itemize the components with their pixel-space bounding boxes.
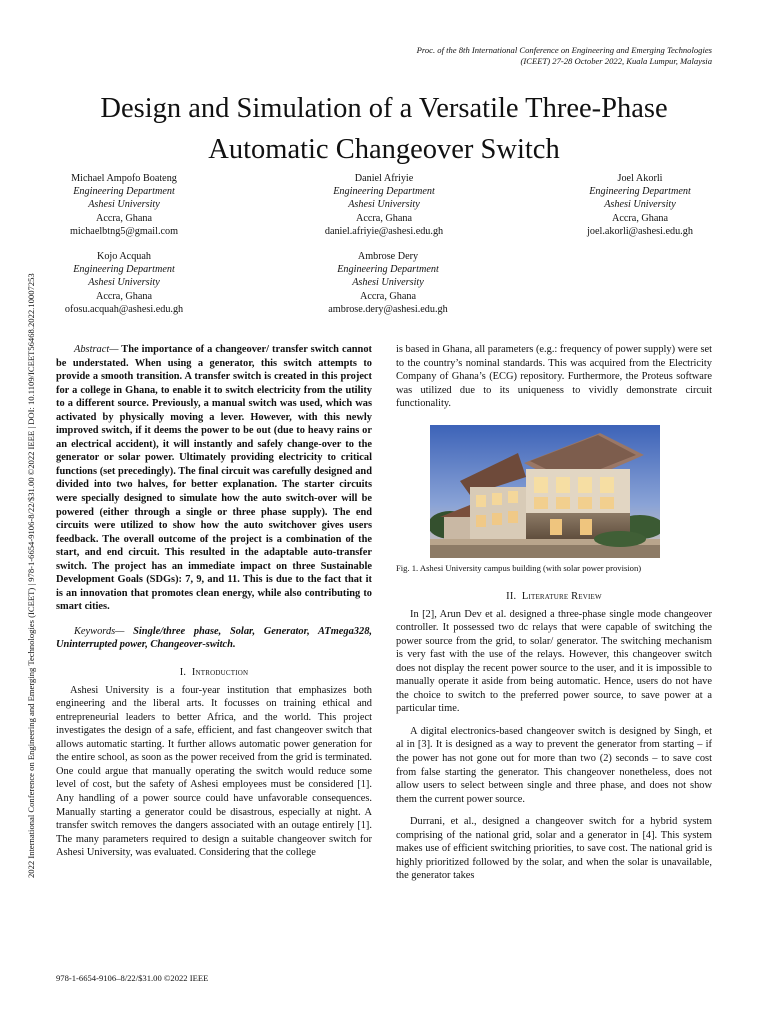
left-column [56,343,372,860]
figure-caption: Fig. 1. Ashesi University campus building (with solar power provision) [396,563,642,573]
abstract-lead: Abstract— [74,344,119,355]
conference-line-1: Proc. of the 8th International Conference on Engineering and Emerging Technologies [416,45,712,55]
author-city: Accra, Ghana [360,290,416,302]
paper-title [40,88,728,170]
author-block [562,172,718,238]
author-email[interactable]: michaelbtng5@gmail.com [69,225,179,237]
title-line-2: Automatic Changeover Switch [208,134,560,165]
author-name: Kojo Acquah [96,251,152,262]
author-university: Ashesi University [88,199,160,211]
author-block [300,172,468,238]
campus-building-figure [430,425,660,558]
author-city: Accra, Ghana [96,290,152,302]
author-university: Ashesi University [348,199,420,211]
section-title: Literature Review [521,591,602,602]
author-block [304,250,472,316]
abstract [56,343,372,614]
author-name: Daniel Afriyie [354,173,414,184]
right-column-bottom [396,584,712,883]
section-heading-literature-review [396,590,712,604]
introduction-paragraph: Ashesi University is a four-year institution that emphasizes both engineering and the liberal arts. It focusses on training ethical and entrepreneurial leaders to better Africa, and the world. This project investigates the design of a safe, efficient, and fast changeover switch that allows automatic starting. It further allows automatic power generation for the entire school, as soon as the power received from the grid is terminated. One could argue that manually operating the switch would reduce some level of cost, but the safety of Ashesi employees must be considered [1]. Any handling of a power source could have unfavorable consequences. Manually starting a generator could be disastrous, especially at night. A transfer switch removes the dangers associated with an outage entirely [1]. The many parameters required to design a suitable changeover switch for Ashesi University, was evaluated. Considering that the college [56,684,372,859]
author-city: Accra, Ghana [96,212,152,224]
keywords-text: Single/three phase, Solar, Generator, ATmega328, Uninterrupted power, Changeover-switch. [56,625,372,651]
conference-header [292,45,712,67]
author-university: Ashesi University [352,277,424,289]
literature-paragraph-3: Durrani, et al., designed a changeover switch for a hybrid system comprising of the national grid, solar and a generator in [4]. This system makes use of efficient switching priorities, to save cost. The national grid is highly prioritized followed by the solar, and when the solar is unavailable, the generator takes [396,816,712,882]
abstract-text: The importance of a changeover/ transfer switch cannot be understated. When using a generator, this switch attempts to provide a smooth transition. A transfer switch is created in this project for a college in Ghana, to enable it to switch electricity from the utility to a different source. Previously, a manual switch was used, which was activated by physically moving a lever. However, with this newly improved switch, if it deems the power to be out (due to heavy rains or an electrical accident), it will instantly and safely change-over to the generator or solar power. Ultimately providing electricity to critical functions (set precedingly). The final circuit was carefully designed and divided into two halves, for better explanation. The starter circuits were specially designed to simulate how the auto switch-over will be powered (either through a single or three phase supply). The end circuits were utilized to show how the auto switchover gives users feedback. The overall outcome of the project is a combination of the start, and end circuit. This resulted in the adaptable auto-transfer switch. The project has an immediate impact on three Sustainable Development Goals (SDGs): 7, 9, and 11. This is due to the fact that it is an innovation that promotes clean energy, while also contributing to smart cities. [56,344,372,613]
campus-building-image [430,425,660,558]
author-block [44,250,204,316]
author-department: Engineering Department [73,264,175,276]
author-department: Engineering Department [73,186,175,198]
author-email[interactable]: daniel.afriyie@ashesi.edu.gh [324,225,444,237]
side-identifier: 2022 International Conference on Engineering and Emerging Technologies (ICEET) | 978-1-6654-9106-8/22/$31.00 ©2022 IEEE | DOI: 10.1109/ICEET56468.2022.10007253 [26,273,36,878]
right-column-top [396,343,712,411]
author-name: Michael Ampofo Boateng [71,173,177,184]
author-university: Ashesi University [604,199,676,211]
literature-paragraph-2: A digital electronics-based changeover switch is designed by Singh, et al in [3]. It is designed as a way to prevent the generator from starting – if the power has not gone out for more than two (2) seconds – to save cost from false starting the generator. This changeover nonetheless, does not allow users to select between single and three phase, and does not show them the current power source. [396,725,712,805]
author-city: Accra, Ghana [612,212,668,224]
introduction-continued: is based in Ghana, all parameters (e.g.: frequency of power supply) were set to the country’s nominal standards. This was acquired from the Electricity Company of Ghana’s (ECG) repository. Furthermore, the Proteus software was utilized due to its uniqueness to vividly demonstrate circuit functionality. [396,344,712,410]
author-block [46,172,202,238]
author-department: Engineering Department [589,186,691,198]
section-number: II. [506,591,517,602]
author-name: Ambrose Dery [357,251,419,262]
copyright-footer: 978-1-6654-9106–8/22/$31.00 ©2022 IEEE [56,973,209,983]
author-city: Accra, Ghana [356,212,412,224]
conference-line-2: (ICEET) 27-28 October 2022, Kuala Lumpur, Malaysia [520,56,712,66]
title-line-1: Design and Simulation of a Versatile Three-Phase [100,93,668,124]
keywords [56,625,372,652]
author-email[interactable]: ofosu.acquah@ashesi.edu.gh [64,303,184,315]
literature-paragraph-1: In [2], Arun Dev et al. designed a three-phase single mode changeover controller. It possessed two dc relays that were capable of switching the power source from the grid, to solar/ generator. The switching mechanism is very fast with the use of the relays. However, this changeover switch does not display the recent power source to the user, and it is impossible to manually operate it aside from being automatic. Hence, users do not have the choice to switch to the preferred power source, to save power at a particular time. [396,608,712,715]
author-email[interactable]: joel.akorli@ashesi.edu.gh [587,225,693,237]
keywords-lead: Keywords— [74,625,125,637]
author-university: Ashesi University [88,277,160,289]
author-name: Joel Akorli [617,173,663,184]
section-heading-introduction [56,666,372,680]
author-department: Engineering Department [333,186,435,198]
author-email[interactable]: ambrose.dery@ashesi.edu.gh [328,303,448,315]
section-number: I. [179,667,187,679]
section-title: Introduction [191,667,249,679]
author-department: Engineering Department [337,264,439,276]
